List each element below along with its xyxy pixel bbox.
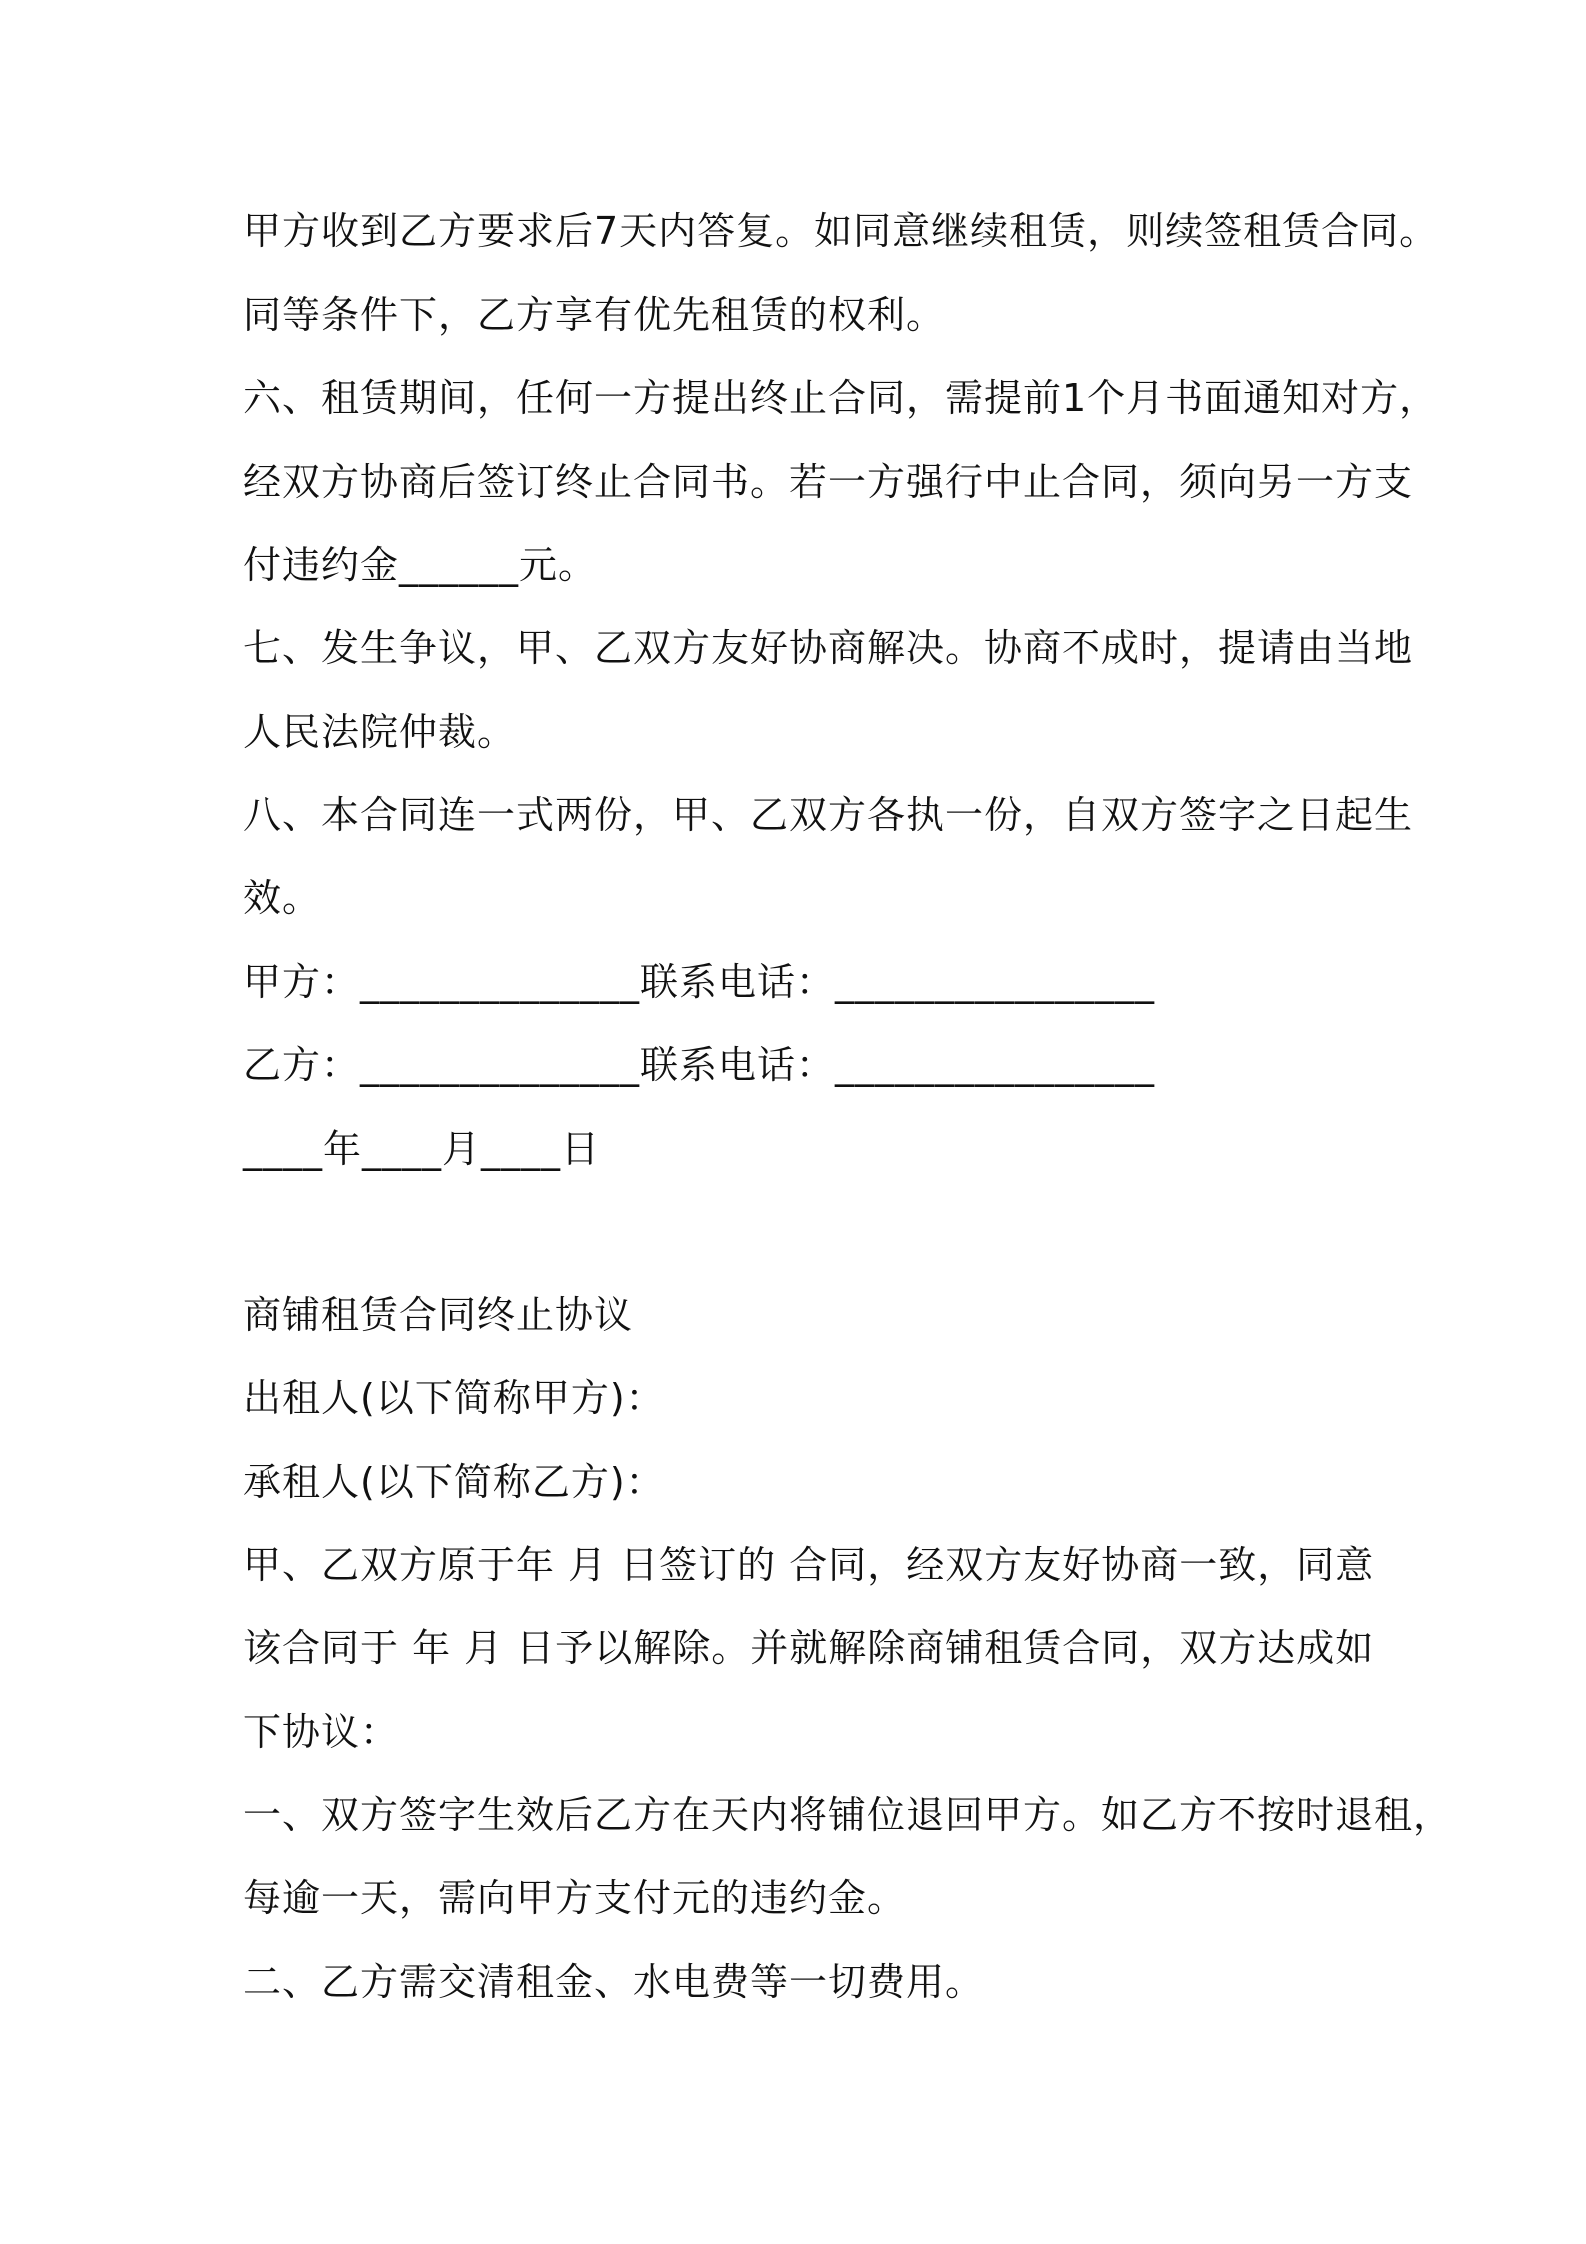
paragraph-line: 同等条件下，乙方享有优先租赁的权利。 — [243, 293, 946, 337]
paragraph-line: 甲、乙双方原于年 月 日签订的 合同，经双方友好协商一致，同意 — [243, 1543, 1375, 1587]
lessee-line: 承租人(以下简称乙方)： — [243, 1460, 665, 1504]
date-line: ____年____月____日 — [243, 1127, 601, 1171]
paragraph-line: 人民法院仲裁。 — [243, 710, 517, 754]
clause-two-line: 二、乙方需交清租金、水电费等一切费用。 — [243, 1960, 985, 2004]
clause-one-line: 一、双方签字生效后乙方在天内将铺位退回甲方。如乙方不按时退租， — [243, 1793, 1453, 1837]
lessor-line: 出租人(以下简称甲方)： — [243, 1376, 665, 1420]
clause-six-line: 六、租赁期间，任何一方提出终止合同，需提前1个月书面通知对方， — [243, 376, 1439, 420]
paragraph-line: 下协议： — [243, 1710, 400, 1754]
section-title: 商铺租赁合同终止协议 — [243, 1293, 634, 1337]
paragraph-line: 每逾一天，需向甲方支付元的违约金。 — [243, 1876, 907, 1920]
paragraph-line: 该合同于 年 月 日予以解除。并就解除商铺租赁合同，双方达成如 — [243, 1626, 1375, 1670]
clause-seven-line: 七、发生争议，甲、乙双方友好协商解决。协商不成时，提请由当地 — [243, 626, 1414, 670]
paragraph-line: 经双方协商后签订终止合同书。若一方强行中止合同，须向另一方支 — [243, 460, 1414, 504]
party-a-signature-line: 甲方：______________联系电话：________________ — [243, 960, 1156, 1004]
paragraph-line: 甲方收到乙方要求后7天内答复。如同意继续租赁，则续签租赁合同。 — [243, 209, 1439, 253]
paragraph-line: 付违约金______元。 — [243, 543, 598, 587]
party-b-signature-line: 乙方：______________联系电话：________________ — [243, 1043, 1156, 1087]
paragraph-line: 效。 — [243, 876, 322, 920]
clause-eight-line: 八、本合同连一式两份，甲、乙双方各执一份，自双方签字之日起生 — [243, 793, 1414, 837]
